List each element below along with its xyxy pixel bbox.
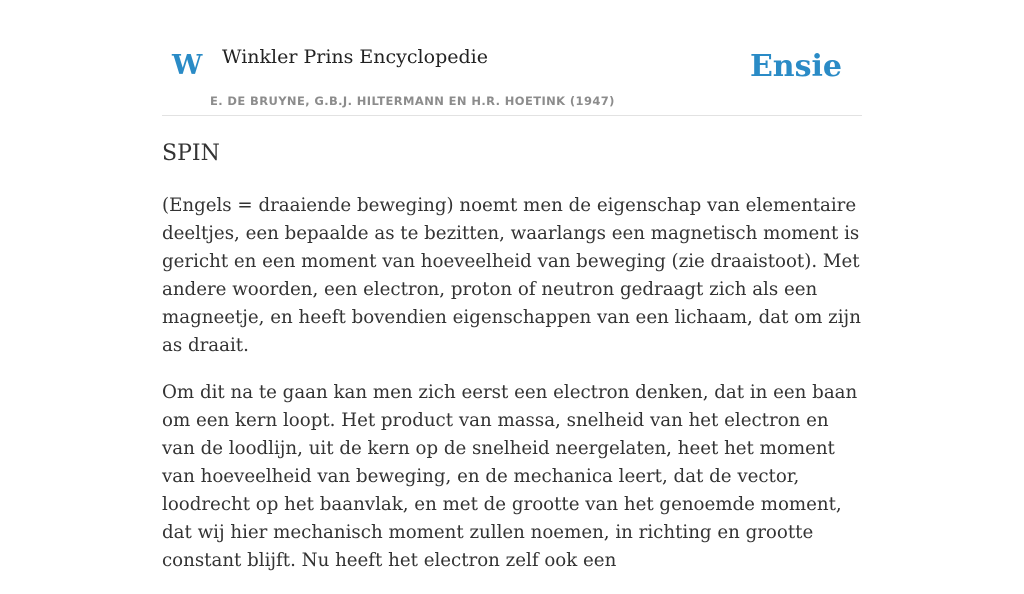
- publication-authors: E. DE BRUYNE, G.B.J. HILTERMANN EN H.R. HOETINK (1947): [210, 94, 615, 108]
- article-paragraph: Om dit na te gaan kan men zich eerst een electron denken, dat in een baan om een kern loopt. Het product van massa, snelheid van het electron en van de loodlijn, uit de kern op de snelheid neergelaten, heet het moment van hoeveelheid van beweging, en de mechanica leert, dat de vector, loodrecht op het baanvlak, en met de grootte van het genoemde moment, dat wij hier mechanisch moment zullen noemen, in richting en grootte constant blijft. Nu heeft het electron zelf ook een: [162, 382, 858, 571]
- winkler-prins-logo[interactable]: W: [172, 50, 203, 81]
- publication-title[interactable]: Winkler Prins Encyclopedie: [222, 46, 488, 68]
- article-paragraph: (Engels = draaiende beweging) noemt men de eigenschap van elementaire deeltjes, een bepaalde as te bezitten, waarlangs een magnetisch moment is gericht en een moment van hoeveelheid van beweging (zie draaistoot). Met andere woorden, een electron, proton of neutron gedraagt zich als een magneetje, en heeft bovendien eigenschappen van een lichaam, dat om zijn as draait.: [162, 195, 861, 356]
- article-body: [162, 192, 864, 594]
- ensie-brand-link[interactable]: Ensie: [749, 49, 842, 84]
- article-title: SPIN: [162, 141, 220, 166]
- encyclopedia-header: [162, 30, 862, 116]
